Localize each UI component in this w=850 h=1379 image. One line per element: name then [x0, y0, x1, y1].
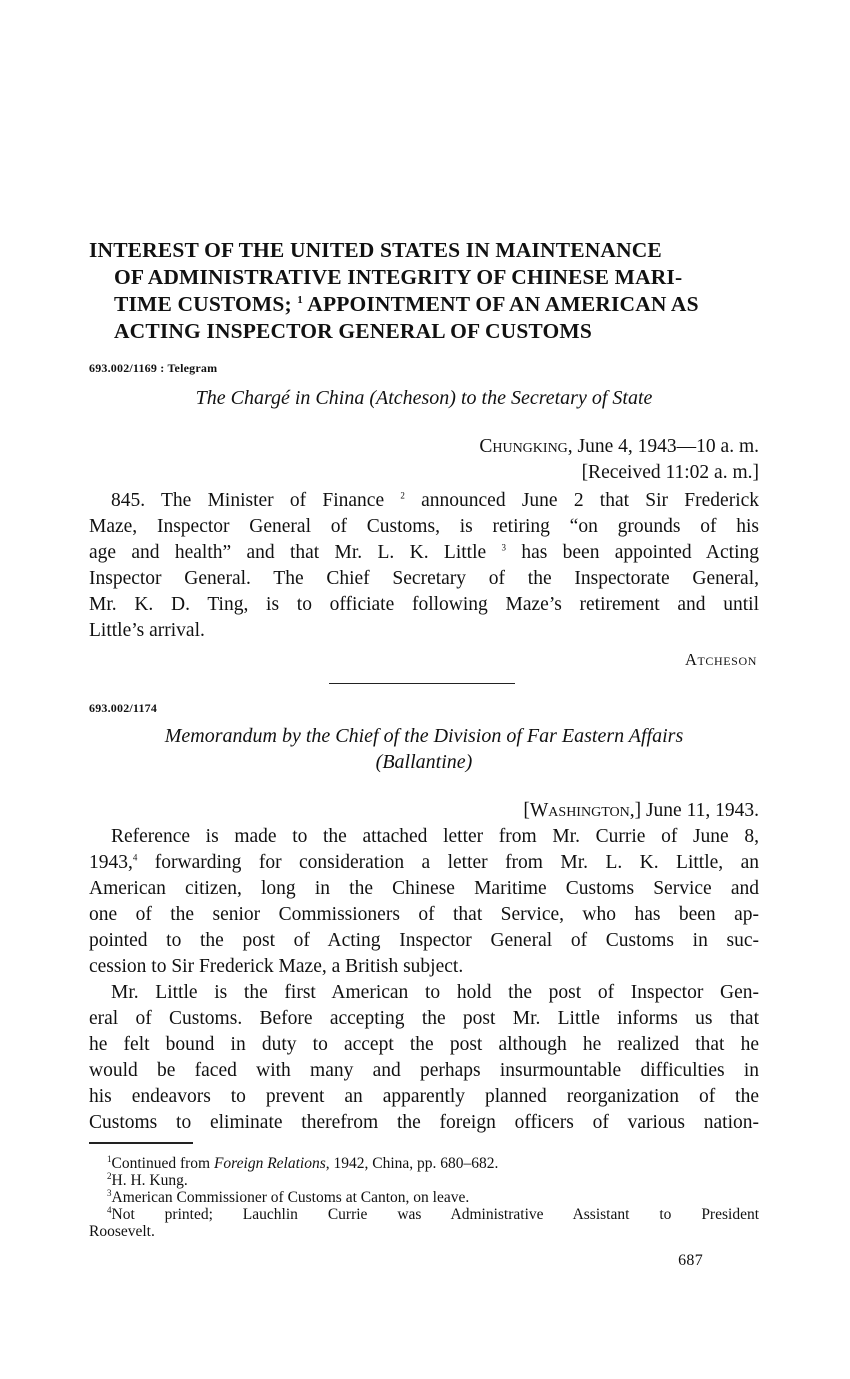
- doc2-p2-line-6: Customs to eliminate therefrom the foreign officers of various nation-: [89, 1112, 759, 1133]
- heading-line-1: INTEREST OF THE UNITED STATES IN MAINTENANCE: [89, 238, 662, 262]
- doc1-body: [89, 488, 759, 644]
- footnote-4-number: 4: [107, 1204, 112, 1215]
- doc1-line-4: Inspector General. The Chief Secretary of the Inspectorate General,: [89, 568, 759, 589]
- footnote-3-number: 3: [107, 1187, 112, 1198]
- heading-line-3b: APPOINTMENT OF AN AMERICAN AS: [302, 292, 699, 316]
- doc1-received: [Received 11:02 a. m.]: [581, 462, 759, 483]
- doc2-p1-line-4: one of the senior Commissioners of that Service, who has been ap-: [89, 904, 759, 925]
- doc2-title-line-1: Memorandum by the Chief of the Division of Far Eastern Affairs: [164, 725, 684, 747]
- heading-line-3: [89, 291, 759, 318]
- doc1-line-1: 845. The Minister of Finance $^2$ announced June 2 that Sir Frederick: [111, 490, 760, 511]
- doc1-title: The Chargé in China (Atcheson) to the Secretary of State: [195, 387, 653, 409]
- heading-line-2: OF ADMINISTRATIVE INTEGRITY OF CHINESE MARI-: [114, 265, 683, 289]
- doc2-p1-line-3: American citizen, long in the Chinese Maritime Customs Service and: [89, 878, 759, 899]
- doc2-p1-line-5: pointed to the post of Acting Inspector General of Customs in suc-: [89, 930, 759, 951]
- doc2-date: June 11, 1943.: [641, 800, 759, 821]
- doc1-dateline: [479, 434, 759, 460]
- doc2-p1-line-1: Reference is made to the attached letter from Mr. Currie of June 8,: [111, 826, 759, 847]
- doc1-line-5: Mr. K. D. Ting, is to officiate following Maze’s retirement and until: [89, 594, 759, 615]
- doc1-line-2: Maze, Inspector General of Customs, is retiring “on grounds of his: [89, 516, 759, 537]
- footnote-4-line-2: Roosevelt.: [89, 1223, 155, 1240]
- doc2-p2-line-1: Mr. Little is the first American to hold the post of Inspector Gen-: [111, 982, 759, 1003]
- doc2-paragraph-2: [89, 980, 759, 1136]
- doc1-line-3: age and health” and that Mr. L. K. Little $^3$ has been appointed Acting: [89, 542, 759, 563]
- doc2-p2-line-3: he felt bound in duty to accept the post although he realized that he: [89, 1034, 759, 1055]
- doc2-dateline: [523, 798, 759, 824]
- footnote-ref-1[interactable]: 1: [297, 293, 303, 306]
- footnote-4-line-1: $^4$Not printed; Lauchlin Currie was Administrative Assistant to President: [107, 1204, 759, 1223]
- doc2-title-line-2: (Ballantine): [375, 751, 473, 773]
- section-heading: [89, 237, 759, 345]
- doc1-date: , June 4, 1943—10 a. m.: [567, 436, 759, 457]
- footnote-2: $^2$H. H. Kung.: [107, 1170, 188, 1189]
- doc2-place: [Washington,]: [523, 800, 642, 821]
- doc2-p1-line-2: 1943,$^4$ forwarding for consideration a letter from Mr. L. K. Little, an: [89, 852, 759, 873]
- doc2-body: [89, 824, 759, 1136]
- heading-line-3a: TIME CUSTOMS;: [114, 292, 292, 316]
- doc2-p2-line-2: eral of Customs. Before accepting the post Mr. Little informs us that: [89, 1008, 759, 1029]
- doc2-p2-line-5: his endeavors to prevent an apparently planned reorganization of the: [89, 1086, 759, 1107]
- doc2-p1-line-6: cession to Sir Frederick Maze, a British subject.: [89, 956, 464, 977]
- footnote-1-number: 1: [107, 1153, 112, 1164]
- heading-line-4: ACTING INSPECTOR GENERAL OF CUSTOMS: [114, 319, 592, 343]
- doc1-place: Chungking: [479, 436, 568, 457]
- footnote-3: $^3$American Commissioner of Customs at Canton, on leave.: [107, 1187, 470, 1206]
- section-divider: [329, 683, 515, 684]
- doc2-p2-line-4: would be faced with many and perhaps insurmountable difficulties in: [89, 1060, 759, 1081]
- footnote-ref-4[interactable]: 4: [132, 852, 138, 863]
- doc2-file-ref: 693.002/1174: [89, 701, 158, 715]
- footnote-rule: [89, 1142, 193, 1144]
- doc1-file-ref: 693.002/1169 : Telegram: [89, 361, 218, 375]
- footnotes: [89, 1155, 759, 1240]
- footnote-ref-2[interactable]: 2: [400, 490, 405, 501]
- doc1-signature: Atcheson: [684, 650, 757, 669]
- doc2-paragraph-1: [89, 824, 759, 980]
- footnote-ref-3[interactable]: 3: [501, 542, 506, 553]
- doc1-paragraph: [89, 488, 759, 644]
- footnote-4: [89, 1206, 759, 1240]
- doc1-line-6: Little’s arrival.: [89, 620, 205, 641]
- footnote-1: $^1$Continued from Foreign Relations, 1942, China, pp. 680–682.: [107, 1153, 499, 1172]
- page-number: 687: [678, 1252, 703, 1269]
- footnote-2-number: 2: [107, 1170, 112, 1181]
